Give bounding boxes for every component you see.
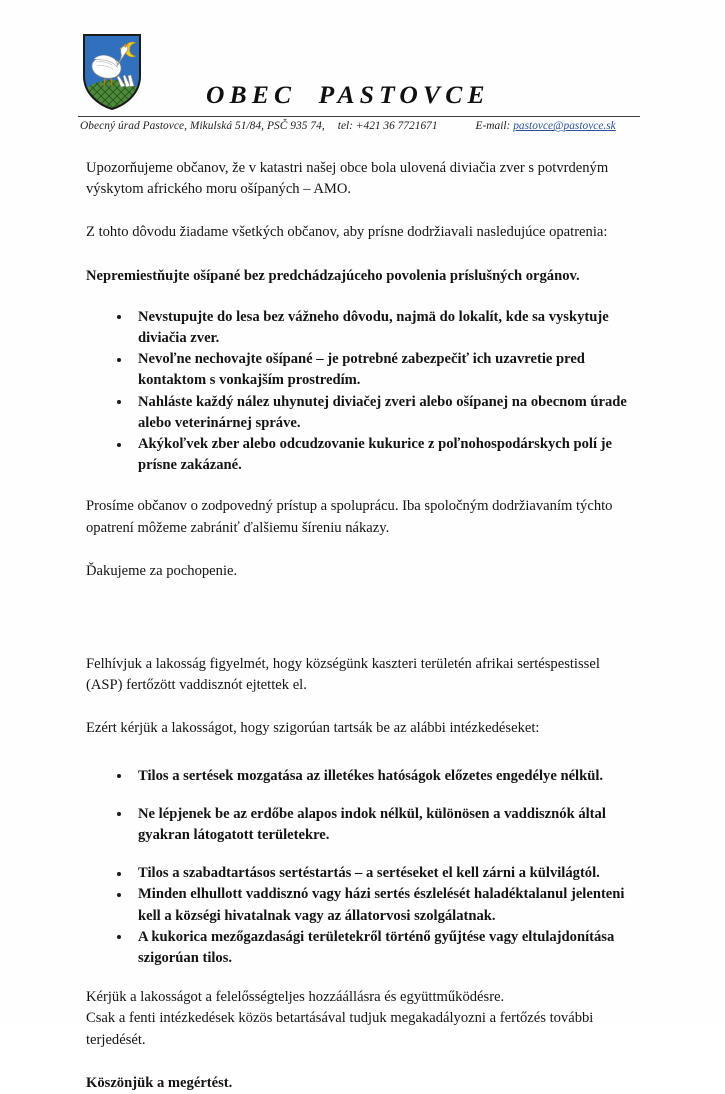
spacer [86, 1051, 634, 1073]
hungarian-closing-line-1: Kérjük a lakosságot a felelősségteljes hozzáállásra és együttműködésre. [86, 989, 505, 1006]
spacer [86, 740, 634, 766]
hungarian-measures-list [86, 766, 634, 970]
hungarian-section [86, 654, 634, 1094]
list-item [86, 766, 634, 787]
spacer [86, 539, 634, 561]
letterhead-top-row [78, 32, 640, 132]
spacer [86, 287, 634, 307]
spacer [86, 244, 634, 266]
list-item-label: Minden elhullott vaddisznó vagy házi sertés észlelését haladéktalanul jelenteni kell a községi hivatalnak vagy az állatorvosi szolgálatnak. [138, 886, 625, 924]
contact-line [80, 120, 640, 132]
section-gap-extra [86, 634, 634, 654]
coat-of-arms-icon [81, 32, 143, 112]
bullet-icon [117, 893, 121, 897]
list-item-label: Nahláste každý nález uhynutej diviačej zveri alebo ošípanej na obecnom úrade alebo veterinárnej správe. [138, 393, 627, 431]
bullet-icon [117, 358, 121, 362]
list-item [86, 349, 634, 391]
bullet-icon [117, 774, 121, 778]
slovak-thanks: Ďakujeme za pochopenie. [86, 562, 238, 579]
header-divider [78, 116, 640, 117]
list-item-label: A kukorica mezőgazdasági területekről történő gyűjtése vagy eltulajdonítása szigorúan tilos. [138, 928, 615, 967]
spacer [86, 476, 634, 496]
bullet-icon [117, 812, 121, 816]
title-obec: OBEC [206, 80, 297, 109]
hungarian-intro-paragraph: Felhívjuk a lakosság figyelmét, hogy községünk kaszteri területén afrikai sertéspestissel (ASP) fertőzött vaddisznót ejtettek el. [86, 656, 600, 694]
list-item-label: Tilos a sertések mozgatása az illetékes hatóságok előzetes engedélye nélkül. [138, 767, 604, 784]
bullet-icon [117, 443, 121, 447]
list-item [86, 927, 634, 969]
hungarian-thanks: Köszönjük a megértést. [86, 1074, 233, 1091]
office-phone: tel: +421 36 7721671 [337, 120, 438, 132]
email-label: E-mail: [475, 120, 511, 132]
list-item-label: Akýkoľvek zber alebo odcudzovanie kukurice z poľnohospodárskych polí je prísne zakázané. [138, 436, 612, 474]
slovak-measures-list [86, 307, 634, 477]
hungarian-request-paragraph: Ezért kérjük a lakosságot, hogy szigorúan tartsák be az alábbi intézkedéseket: [86, 720, 540, 737]
list-item-label: Nevstupujte do lesa bez vážneho dôvodu, najmä do lokalít, kde sa vyskytuje diviačia zver. [138, 308, 609, 347]
list-item [86, 884, 634, 926]
office-address: Obecný úrad Pastovce, Mikulská 51/84, PSČ 935 74, [80, 120, 325, 132]
title-spacer [296, 80, 318, 109]
bullet-icon [117, 315, 121, 319]
list-item [86, 307, 634, 349]
list-item [86, 434, 634, 476]
slovak-closing-paragraph: Prosíme občanov o zodpovedný prístup a spoluprácu. Iba spoločným dodržiavaním týchto opatrení môžeme zabrániť ďalšiemu šíreniu nákazy. [86, 498, 613, 536]
list-item-label: Ne lépjenek be az erdőbe alapos indok nélkül, különösen a vaddisznók által gyakran látogatott területekre. [138, 805, 606, 844]
bullet-icon [117, 935, 121, 939]
section-gap [86, 582, 634, 634]
spacer [86, 969, 634, 987]
letterhead [78, 32, 640, 132]
list-item-label: Tilos a szabadtartásos sertéstartás – a sertéseket el kell zárni a külvilágtól. [138, 865, 600, 882]
slovak-main-measure: Nepremiestňujte ošípané bez predchádzajúceho povolenia príslušných orgánov. [86, 267, 580, 284]
spacer [86, 696, 634, 718]
document-body [86, 158, 634, 1094]
bullet-icon [117, 872, 121, 876]
list-item [86, 804, 634, 846]
hungarian-closing-line-2: Csak a fenti intézkedések közös betartásával tudjuk megakadályozni a fertőzés további terjedését. [86, 1010, 594, 1048]
list-item-label: Nevoľne nechovajte ošípané – je potrebné zabezpečiť ich uzavretie pred kontaktom s vonkajším prostredím. [138, 351, 585, 389]
slovak-section [86, 158, 634, 582]
title-pastovce: PASTOVCE [318, 80, 490, 109]
slovak-request-paragraph: Z tohto dôvodu žiadame všetkých občanov, aby prísne dodržiavali nasledujúce opatrenia: [86, 224, 608, 241]
spacer [86, 200, 634, 222]
slovak-intro-paragraph: Upozorňujeme občanov, že v katastri našej obce bola ulovená diviačia zver s potvrdeným výskytom afrického moru ošípaných – AMO. [86, 160, 609, 198]
list-item [86, 392, 634, 434]
bullet-icon [117, 400, 121, 404]
email-link[interactable]: pastovce@pastovce.sk [513, 120, 616, 132]
list-item [86, 863, 634, 884]
page-title [206, 80, 490, 110]
